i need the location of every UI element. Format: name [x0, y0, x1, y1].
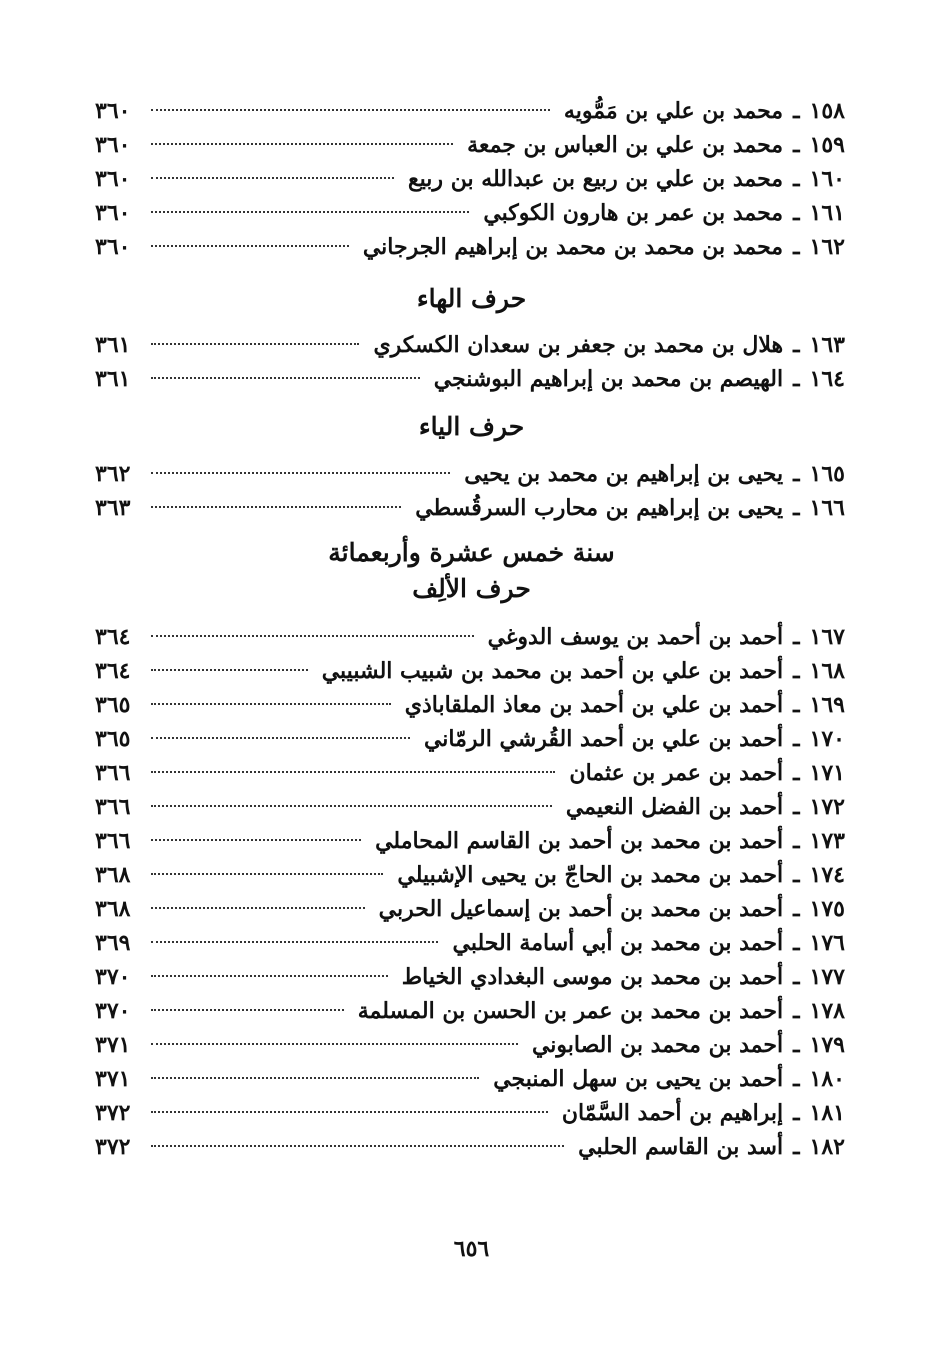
- entry-number: ١٦٦: [809, 495, 845, 521]
- entry-number: ١٧٣: [809, 828, 845, 854]
- entry-number: ١٦٨: [809, 658, 845, 684]
- dot-leader: [151, 873, 383, 875]
- entry-dash: ـ: [793, 930, 800, 956]
- entry-page: ٣٧١: [95, 1066, 131, 1092]
- entry-page: ٣٦٠: [95, 132, 131, 158]
- entry-number: ١٧٩: [809, 1032, 845, 1058]
- dot-leader: [151, 1145, 564, 1147]
- entry-dash: ـ: [793, 461, 800, 487]
- entries-section-1: [95, 94, 845, 264]
- entries-section-2: [95, 328, 845, 396]
- section-heading-ya: حرف الياء: [418, 412, 525, 441]
- entry-number: ١٨٢: [809, 1134, 845, 1160]
- entry-number: ١٧٦: [809, 930, 845, 956]
- entry-name: أحمد بن أحمد بن يوسف الدوغي: [487, 624, 784, 650]
- entry-row: [95, 994, 845, 1028]
- entry-number: ١٦٥: [809, 461, 845, 487]
- section-heading-alif: حرف الألِف: [412, 574, 531, 603]
- entry-number: ١٦٠: [809, 166, 845, 192]
- dot-leader: [151, 177, 394, 179]
- dot-leader: [151, 907, 365, 909]
- year-heading: سنة خمس عشرة وأربعمائة: [328, 538, 615, 567]
- entry-row: [95, 1130, 845, 1164]
- dot-leader: [151, 245, 349, 247]
- dot-leader: [151, 109, 550, 111]
- entry-number: ١٦٣: [809, 332, 845, 358]
- entry-name: الهيصم بن محمد بن إبراهيم البوشنجي: [433, 366, 784, 392]
- entry-row: [95, 722, 845, 756]
- entry-dash: ـ: [793, 132, 800, 158]
- entry-row: [95, 94, 845, 128]
- entry-number: ١٧٢: [809, 794, 845, 820]
- dot-leader: [151, 669, 308, 671]
- dot-leader: [151, 941, 438, 943]
- entry-name: محمد بن محمد بن محمد بن إبراهيم الجرجاني: [362, 234, 784, 260]
- entry-number: ١٦٧: [809, 624, 845, 650]
- entry-page: ٣٦٩: [95, 930, 131, 956]
- entry-row: [95, 620, 845, 654]
- entry-page: ٣٦٣: [95, 495, 131, 521]
- section-heading-ha: حرف الهاء: [416, 284, 527, 313]
- dot-leader: [151, 143, 453, 145]
- entry-dash: ـ: [793, 495, 800, 521]
- entry-dash: ـ: [793, 828, 800, 854]
- dot-leader: [151, 737, 410, 739]
- dot-leader: [151, 472, 450, 474]
- dot-leader: [151, 771, 555, 773]
- entry-page: ٣٧٠: [95, 998, 131, 1024]
- entry-row: [95, 491, 845, 525]
- entry-dash: ـ: [793, 964, 800, 990]
- entry-page: ٣٦٤: [95, 624, 131, 650]
- entry-number: ١٦٩: [809, 692, 845, 718]
- entry-number: ١٨٠: [809, 1066, 845, 1092]
- entry-dash: ـ: [793, 332, 800, 358]
- entry-page: ٣٦٦: [95, 828, 131, 854]
- entry-page: ٣٦٥: [95, 692, 131, 718]
- entry-page: ٣٧٢: [95, 1134, 131, 1160]
- entry-number: ١٦٢: [809, 234, 845, 260]
- entry-page: ٣٦٦: [95, 760, 131, 786]
- entry-row: [95, 892, 845, 926]
- entry-number: ١٨١: [809, 1100, 845, 1126]
- entry-name: أحمد بن علي بن أحمد القُرشي الرمّاني: [423, 726, 784, 752]
- entry-row: [95, 196, 845, 230]
- entry-name: يحيى بن إبراهيم بن محمد بن يحيى: [464, 461, 784, 487]
- entry-number: ١٧٧: [809, 964, 845, 990]
- entry-name: محمد بن علي بن مَمُّويه: [563, 98, 784, 124]
- entry-row: [95, 162, 845, 196]
- entry-page: ٣٦٠: [95, 98, 131, 124]
- entry-row: [95, 457, 845, 491]
- entry-page: ٣٦٦: [95, 794, 131, 820]
- entry-name: أحمد بن محمد بن الحاجّ بن يحيى الإشبيلي: [397, 862, 784, 888]
- dot-leader: [151, 975, 388, 977]
- entry-dash: ـ: [793, 200, 800, 226]
- entry-row: [95, 1062, 845, 1096]
- entry-row: [95, 688, 845, 722]
- dot-leader: [151, 703, 391, 705]
- entry-dash: ـ: [793, 896, 800, 922]
- entry-row: [95, 960, 845, 994]
- entry-page: ٣٦٨: [95, 862, 131, 888]
- entry-dash: ـ: [793, 366, 800, 392]
- entry-name: أحمد بن محمد بن موسى البغدادي الخياط: [401, 964, 784, 990]
- entries-section-4: [95, 620, 845, 1164]
- entry-page: ٣٦٤: [95, 658, 131, 684]
- entry-row: [95, 328, 845, 362]
- entry-name: يحيى بن إبراهيم بن محارب السرقُسطي: [415, 495, 784, 521]
- entry-page: ٣٧١: [95, 1032, 131, 1058]
- dot-leader: [151, 635, 474, 637]
- entry-row: [95, 128, 845, 162]
- entry-name: محمد بن علي بن العباس بن جمعة: [467, 132, 784, 158]
- entry-page: ٣٦٠: [95, 200, 131, 226]
- entry-page: ٣٧٢: [95, 1100, 131, 1126]
- entry-dash: ـ: [793, 1032, 800, 1058]
- entry-name: أحمد بن يحيى بن سهل المنبجي: [493, 1066, 784, 1092]
- entries-section-3: [95, 457, 845, 525]
- entry-page: ٣٧٠: [95, 964, 131, 990]
- dot-leader: [151, 1009, 344, 1011]
- entry-dash: ـ: [793, 1066, 800, 1092]
- entry-number: ١٧٤: [809, 862, 845, 888]
- entry-row: [95, 926, 845, 960]
- entry-row: [95, 1028, 845, 1062]
- entry-number: ١٧٠: [809, 726, 845, 752]
- entry-dash: ـ: [793, 692, 800, 718]
- dot-leader: [151, 805, 552, 807]
- entry-dash: ـ: [793, 624, 800, 650]
- entry-page: ٣٦٨: [95, 896, 131, 922]
- entry-row: [95, 756, 845, 790]
- entry-page: ٣٦٢: [95, 461, 131, 487]
- entry-page: ٣٦٥: [95, 726, 131, 752]
- dot-leader: [151, 1111, 548, 1113]
- entry-row: [95, 824, 845, 858]
- entry-dash: ـ: [793, 1134, 800, 1160]
- entry-number: ١٦٤: [809, 366, 845, 392]
- entry-name: أحمد بن عمر بن عثمان: [569, 760, 784, 786]
- entry-dash: ـ: [793, 234, 800, 260]
- dot-leader: [151, 1043, 518, 1045]
- entry-name: أحمد بن محمد بن أحمد بن القاسم المحاملي: [375, 828, 784, 854]
- entry-dash: ـ: [793, 862, 800, 888]
- entry-name: أحمد بن الفضل النعيمي: [565, 794, 784, 820]
- entry-row: [95, 362, 845, 396]
- dot-leader: [151, 211, 469, 213]
- entry-row: [95, 858, 845, 892]
- entry-number: ١٧١: [809, 760, 845, 786]
- entry-page: ٣٦٠: [95, 234, 131, 260]
- dot-leader: [151, 1077, 479, 1079]
- entry-dash: ـ: [793, 658, 800, 684]
- entry-dash: ـ: [793, 726, 800, 752]
- dot-leader: [151, 839, 361, 841]
- entry-dash: ـ: [793, 760, 800, 786]
- entry-dash: ـ: [793, 98, 800, 124]
- entry-number: ١٧٨: [809, 998, 845, 1024]
- entry-name: هلال بن محمد بن جعفر بن سعدان الكسكري: [373, 332, 784, 358]
- entry-name: أحمد بن محمد بن أبي أسامة الحلبي: [452, 930, 784, 956]
- entry-name: محمد بن عمر بن هارون الكوكبي: [483, 200, 784, 226]
- page-number: ٦٥٦: [453, 1236, 490, 1262]
- entry-name: إبراهيم بن أحمد السَّمّان: [561, 1100, 784, 1126]
- entry-name: محمد بن علي بن ربيع بن عبدالله بن ربيع: [407, 166, 784, 192]
- entry-number: ١٥٨: [809, 98, 845, 124]
- entry-dash: ـ: [793, 794, 800, 820]
- entry-name: أحمد بن علي بن أحمد بن معاذ الملقاباذي: [404, 692, 784, 718]
- entry-name: أحمد بن محمد بن عمر بن الحسن بن المسلمة: [357, 998, 784, 1024]
- dot-leader: [151, 343, 359, 345]
- entry-dash: ـ: [793, 166, 800, 192]
- entry-page: ٣٦١: [95, 366, 131, 392]
- entry-number: ١٥٩: [809, 132, 845, 158]
- entry-number: ١٦١: [809, 200, 845, 226]
- entry-name: أحمد بن علي بن أحمد بن محمد بن شبيب الشبيبي: [321, 658, 784, 684]
- dot-leader: [151, 506, 401, 508]
- entry-dash: ـ: [793, 998, 800, 1024]
- entry-row: [95, 654, 845, 688]
- entry-name: أحمد بن محمد بن أحمد بن إسماعيل الحربي: [378, 896, 784, 922]
- entry-dash: ـ: [793, 1100, 800, 1126]
- entry-number: ١٧٥: [809, 896, 845, 922]
- entry-row: [95, 790, 845, 824]
- entry-page: ٣٦١: [95, 332, 131, 358]
- entry-name: أسد بن القاسم الحلبي: [578, 1134, 784, 1160]
- entry-row: [95, 1096, 845, 1130]
- entry-name: أحمد بن محمد بن الصابوني: [531, 1032, 784, 1058]
- dot-leader: [151, 377, 420, 379]
- entry-page: ٣٦٠: [95, 166, 131, 192]
- entry-row: [95, 230, 845, 264]
